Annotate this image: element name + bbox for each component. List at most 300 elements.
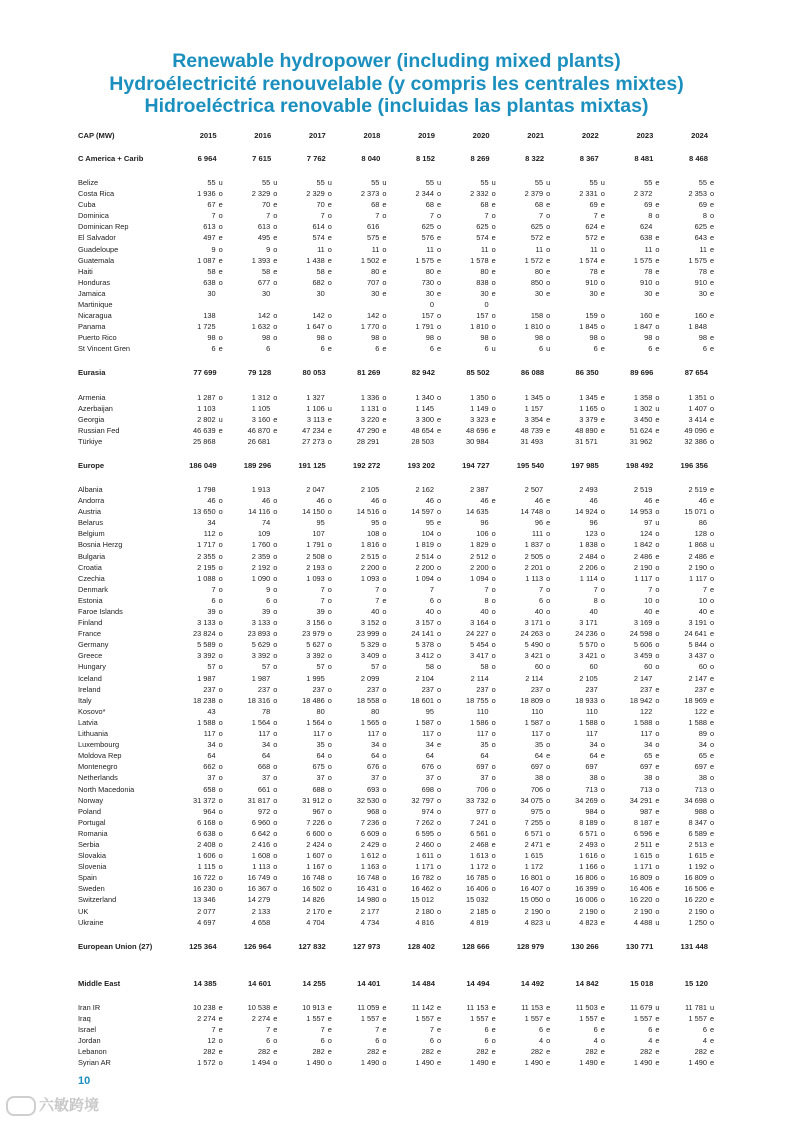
region-total: 189 296 — [243, 460, 272, 470]
value: 30 — [261, 288, 271, 298]
value-cell — [227, 266, 282, 277]
value-flag: e — [491, 200, 496, 210]
value-flag: o — [491, 392, 496, 402]
value-cell — [663, 221, 718, 232]
value: 64 — [534, 751, 544, 761]
value-flag: e — [710, 222, 715, 232]
country-name: Italy — [78, 695, 92, 705]
value-cell — [172, 761, 227, 772]
value-cell — [663, 695, 718, 706]
value-flag: e — [600, 266, 605, 276]
value: 1 587 — [524, 717, 544, 727]
value-flag: o — [710, 873, 715, 883]
value-cell — [390, 761, 445, 772]
value-cell — [500, 1024, 555, 1035]
value: 157 — [476, 311, 489, 321]
value-flag: e — [327, 266, 332, 276]
value-cell — [281, 277, 336, 288]
value-cell — [281, 244, 336, 255]
value-cell — [227, 584, 282, 595]
value-flag: o — [600, 540, 605, 550]
country-name: Iceland — [78, 673, 102, 683]
value-flag: u — [655, 403, 660, 413]
value-cell — [445, 539, 500, 550]
table-row — [78, 1046, 718, 1057]
value: 6 — [484, 344, 489, 354]
value-flag: o — [436, 618, 442, 628]
value-cell — [336, 414, 391, 425]
value: 18 809 — [520, 695, 544, 705]
value-cell — [227, 539, 282, 550]
region-total: 196 356 — [680, 460, 708, 470]
header-row — [78, 128, 718, 143]
value: 18 933 — [575, 695, 598, 705]
value-cell — [172, 661, 227, 672]
value: 8 187 — [633, 817, 653, 827]
value-cell — [500, 539, 555, 550]
value-cell — [390, 706, 445, 717]
value-flag: o — [491, 540, 496, 550]
value-cell — [663, 517, 718, 528]
spacer-row — [78, 447, 718, 458]
value-cell — [554, 772, 609, 783]
value: 5 606 — [633, 640, 653, 650]
value-cell — [336, 551, 391, 562]
value-cell — [336, 639, 391, 650]
value: 14 748 — [520, 507, 544, 517]
value-flag: o — [710, 507, 715, 517]
value: 27 273 — [302, 436, 325, 446]
value-flag: o — [273, 651, 278, 661]
value: 1 345 — [579, 392, 598, 402]
value-flag: o — [382, 1058, 387, 1068]
value-cell — [663, 706, 718, 717]
value-cell — [390, 199, 445, 210]
value-cell — [336, 739, 391, 750]
value-cell — [281, 1057, 336, 1068]
value-cell — [281, 1046, 336, 1057]
value-flag: o — [546, 189, 551, 199]
country-name: Bosnia Herzg — [78, 540, 123, 550]
value-flag: o — [218, 873, 223, 883]
value-cell — [663, 255, 718, 266]
value-flag: o — [327, 322, 332, 332]
region-total: 7 615 — [252, 153, 272, 163]
value: 1 336 — [360, 392, 380, 402]
value-cell — [281, 1035, 336, 1046]
table-row — [78, 684, 718, 695]
value-cell — [445, 606, 500, 617]
value-flag: o — [600, 862, 605, 872]
value-cell — [281, 392, 336, 403]
value-cell — [390, 906, 445, 917]
value: 78 — [261, 706, 271, 716]
value-flag: o — [218, 862, 223, 872]
value-cell — [663, 795, 718, 806]
value-cell — [500, 414, 555, 425]
value-cell — [663, 817, 718, 828]
value: 98 — [644, 333, 653, 343]
spacer-row — [78, 991, 718, 1002]
value-cell — [227, 506, 282, 517]
value-cell — [445, 595, 500, 606]
value-cell — [390, 210, 445, 221]
value-cell — [445, 872, 500, 883]
value: 117 — [531, 729, 544, 739]
value-flag: o — [327, 618, 332, 628]
value-flag: o — [218, 629, 223, 639]
value: 6 609 — [360, 828, 380, 838]
value-flag: o — [382, 651, 387, 661]
value-flag: o — [436, 277, 442, 287]
value-cell — [663, 606, 718, 617]
value-flag: o — [382, 496, 387, 506]
value: 95 — [371, 518, 380, 528]
value: 55 — [207, 178, 216, 187]
value: 7 — [484, 211, 489, 221]
region-total: 14 492 — [520, 978, 545, 988]
value-cell — [281, 177, 336, 188]
value: 1 798 — [197, 484, 216, 494]
value-flag: o — [327, 651, 332, 661]
table-row — [78, 639, 718, 650]
value-flag: o — [491, 695, 496, 705]
value-flag: o — [710, 211, 715, 221]
value: 6 168 — [197, 817, 216, 827]
value: 1 157 — [524, 403, 544, 413]
value-cell — [445, 1046, 500, 1057]
value: 1 572 — [197, 1058, 216, 1068]
value-cell — [554, 850, 609, 861]
value-flag: o — [273, 222, 278, 232]
value-flag: o — [546, 333, 551, 343]
value: 2 344 — [415, 189, 434, 199]
value-flag: e — [655, 817, 660, 827]
value-cell — [554, 606, 609, 617]
value-flag: o — [382, 518, 387, 528]
value-cell — [172, 861, 227, 872]
value: 987 — [640, 806, 653, 816]
value-flag: e — [436, 200, 442, 210]
value: 16 220 — [629, 895, 653, 905]
value-flag: o — [273, 540, 278, 550]
value: 2 147 — [633, 673, 653, 683]
value-flag: o — [327, 595, 332, 605]
value: 80 — [371, 266, 380, 276]
region-name: Europe — [78, 460, 105, 470]
value: 16 406 — [465, 884, 489, 894]
value-flag: o — [218, 640, 223, 650]
value-flag: o — [382, 751, 387, 761]
region-total: 128 979 — [516, 941, 545, 951]
value-cell — [500, 1013, 555, 1024]
value: 237 — [312, 684, 325, 694]
page-titles — [0, 50, 793, 118]
value-cell — [390, 861, 445, 872]
value-cell — [445, 562, 500, 573]
table-row — [78, 1035, 718, 1046]
value: 1 094 — [470, 573, 489, 583]
value: 32 386 — [684, 436, 707, 446]
value: 51 624 — [629, 425, 653, 435]
value-cell — [500, 288, 555, 299]
value-cell — [500, 739, 555, 750]
region-total: 197 985 — [571, 460, 599, 470]
value: 55 — [316, 178, 325, 187]
spacer-cell — [78, 991, 718, 1002]
value-cell — [172, 906, 227, 917]
value: 6 960 — [251, 817, 271, 827]
value: 6 — [593, 1024, 598, 1034]
value-cell — [500, 199, 555, 210]
value-flag: o — [491, 584, 496, 594]
value-flag: e — [491, 414, 496, 424]
value: 2 429 — [360, 839, 380, 849]
value: 60 — [698, 662, 707, 672]
value: 967 — [312, 806, 325, 816]
value-cell — [227, 1046, 282, 1057]
value: 65 — [644, 751, 653, 761]
value: 3 412 — [415, 651, 434, 661]
value-cell — [390, 850, 445, 861]
value-cell — [390, 1057, 445, 1068]
value: 67 — [207, 200, 216, 210]
value-cell — [663, 761, 718, 772]
value-cell — [445, 232, 500, 243]
region-total: 8 367 — [579, 153, 599, 163]
value-cell — [554, 539, 609, 550]
value: 2 185 — [470, 906, 489, 916]
value-flag: o — [382, 862, 387, 872]
value: 1 606 — [197, 851, 216, 861]
value-flag: e — [710, 1024, 715, 1034]
value-cell — [390, 288, 445, 299]
value-cell — [227, 761, 282, 772]
value: 2 512 — [470, 551, 489, 561]
value-flag: o — [327, 806, 332, 816]
value-flag: e — [655, 255, 660, 265]
value-cell — [500, 761, 555, 772]
value-cell — [609, 894, 664, 905]
value: 237 — [694, 684, 707, 694]
value-cell — [445, 917, 500, 928]
region-total: 128 666 — [462, 941, 490, 951]
value: 34 — [425, 740, 434, 750]
value-cell — [500, 232, 555, 243]
value-cell — [445, 199, 500, 210]
value-cell — [281, 1024, 336, 1035]
value-flag: e — [382, 1047, 387, 1057]
value-cell — [281, 332, 336, 343]
region-total: 193 202 — [407, 460, 435, 470]
value: 1 613 — [470, 851, 489, 861]
value-flag: o — [491, 862, 496, 872]
value-flag: o — [273, 640, 278, 650]
value-flag: o — [273, 684, 278, 694]
value-flag: o — [273, 211, 278, 221]
value: 2 170 — [306, 906, 325, 916]
value-cell — [227, 310, 282, 321]
value-cell — [554, 177, 609, 188]
value: 18 238 — [192, 695, 216, 705]
value-flag: o — [436, 873, 442, 883]
value-flag: e — [382, 255, 387, 265]
value-flag: o — [327, 540, 332, 550]
value-cell — [663, 595, 718, 606]
value-cell — [609, 177, 664, 188]
value: 1 490 — [360, 1058, 380, 1068]
value: 7 — [211, 584, 216, 594]
value-cell — [445, 1024, 500, 1035]
value-cell — [390, 177, 445, 188]
value-flag: o — [218, 817, 223, 827]
region-total: 89 696 — [630, 368, 654, 378]
value-cell — [281, 795, 336, 806]
value-flag: e — [710, 751, 715, 761]
value: 117 — [476, 729, 489, 739]
value: 1 564 — [306, 717, 325, 727]
value-cell — [227, 436, 282, 447]
value-cell — [500, 894, 555, 905]
value-cell — [663, 1002, 718, 1013]
value: 2 416 — [251, 839, 271, 849]
value: 11 153 — [466, 1002, 489, 1012]
value: 2 505 — [524, 551, 544, 561]
value: 34 075 — [520, 795, 544, 805]
value-cell — [390, 188, 445, 199]
value-cell — [609, 255, 664, 266]
value-cell — [554, 332, 609, 343]
value: 40 — [425, 607, 434, 616]
value: 110 — [531, 706, 544, 716]
value-flag: o — [382, 618, 387, 628]
value: 7 — [266, 1024, 271, 1034]
value-flag: o — [655, 651, 660, 661]
value: 3 392 — [251, 651, 271, 661]
value: 2 359 — [251, 551, 271, 561]
value-flag: e — [546, 414, 551, 424]
value-flag: e — [273, 1047, 278, 1057]
value: 574 — [312, 233, 325, 243]
value: 16 749 — [247, 873, 271, 883]
value: 15 032 — [465, 895, 489, 905]
value: 1 647 — [306, 322, 325, 332]
value-flag: o — [218, 562, 223, 572]
value: 30 — [371, 288, 380, 298]
value: 572 — [585, 233, 598, 243]
value: 706 — [530, 784, 544, 794]
value-flag: o — [327, 607, 332, 616]
value-cell — [554, 414, 609, 425]
value-flag: o — [710, 662, 715, 672]
value-flag: o — [491, 562, 496, 572]
country-name: Slovakia — [78, 851, 106, 861]
value-cell — [445, 761, 500, 772]
value-cell — [172, 828, 227, 839]
table-row — [78, 706, 718, 717]
value: 1 936 — [197, 189, 216, 199]
value-cell — [336, 343, 391, 354]
value-cell — [227, 1024, 282, 1035]
value: 16 782 — [411, 873, 434, 883]
value-flag: o — [382, 740, 387, 750]
value-cell — [500, 221, 555, 232]
table-row — [78, 806, 718, 817]
value-cell — [445, 244, 500, 255]
value: 55 — [261, 178, 271, 187]
spacer-row — [78, 381, 718, 392]
value: 30 — [425, 288, 434, 298]
value-flag: o — [491, 717, 496, 727]
value: 713 — [585, 784, 598, 794]
country-name: Latvia — [78, 717, 98, 727]
table-row — [78, 839, 718, 850]
value-cell — [609, 495, 664, 506]
value-cell — [336, 539, 391, 550]
value-cell — [554, 617, 609, 628]
value-cell — [390, 266, 445, 277]
value-flag: o — [218, 551, 223, 561]
value-flag: e — [327, 425, 332, 435]
value-cell — [172, 343, 227, 354]
value-cell — [663, 839, 718, 850]
value: 2 332 — [470, 189, 489, 199]
value: 117 — [640, 729, 653, 739]
value: 35 — [316, 740, 325, 750]
value-cell — [445, 299, 500, 310]
spacer-cell — [78, 473, 718, 484]
value: 5 570 — [579, 640, 598, 650]
value-flag: o — [327, 311, 332, 321]
spacer-row — [78, 166, 718, 177]
region-total: 6 964 — [197, 153, 217, 163]
value-cell — [609, 728, 664, 739]
value-cell — [609, 772, 664, 783]
value: 30 — [534, 288, 544, 298]
value: 7 — [375, 1024, 380, 1034]
value: 55 — [480, 178, 489, 187]
value-cell — [172, 199, 227, 210]
value: 37 — [371, 773, 380, 783]
value-cell — [390, 517, 445, 528]
value-cell — [663, 750, 718, 761]
value-cell — [500, 817, 555, 828]
value: 7 — [539, 584, 544, 594]
value-cell — [609, 717, 664, 728]
value-cell — [390, 484, 445, 495]
value-cell — [445, 436, 500, 447]
value-flag: o — [436, 573, 442, 583]
spacer-cell — [78, 954, 718, 965]
value: 69 — [698, 200, 707, 210]
value-flag: e — [436, 740, 442, 750]
value-flag: o — [546, 817, 551, 827]
value-cell — [663, 1035, 718, 1046]
value-flag: o — [218, 607, 223, 616]
value: 7 — [593, 584, 598, 594]
value-flag: o — [273, 562, 278, 572]
value-flag: o — [273, 862, 278, 872]
value-cell — [336, 436, 391, 447]
value-cell — [609, 872, 664, 883]
value: 40 — [698, 607, 707, 616]
country-name: Kosovo* — [78, 706, 106, 716]
value: 7 — [320, 211, 325, 221]
value-flag: o — [600, 906, 605, 916]
value-cell — [227, 210, 282, 221]
value: 4 704 — [306, 917, 325, 927]
value-cell — [445, 861, 500, 872]
